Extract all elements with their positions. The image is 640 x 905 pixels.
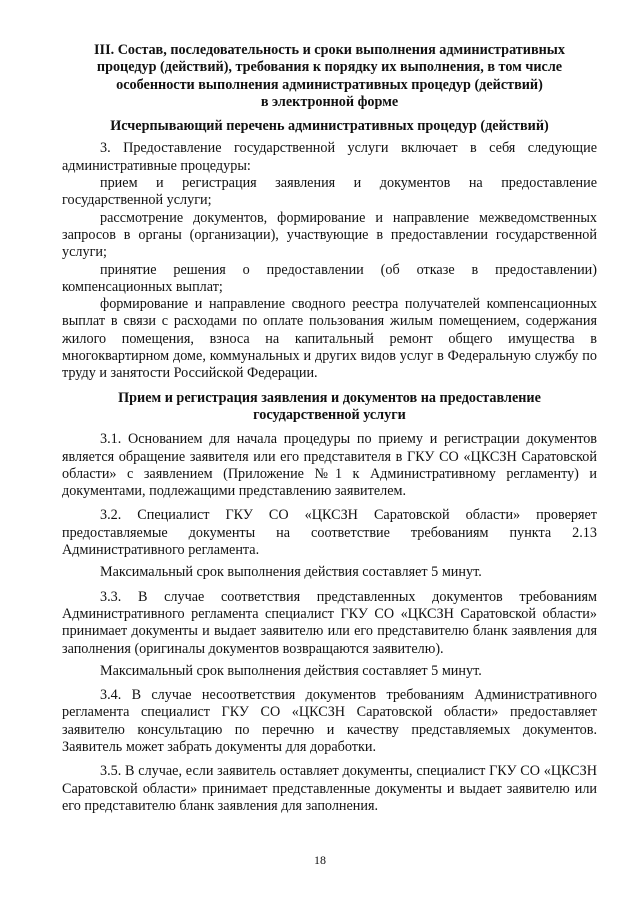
paragraph-3-5: 3.5. В случае, если заявитель оставляет документы, специалист ГКУ СО «ЦКСЗН Саратовской области» принимает представленные документы и выдает заявителю или его представителю бланк заявления для заполнения. — [62, 763, 597, 814]
list-item: прием и регистрация заявления и документов на предоставление государственной услуги; — [62, 175, 597, 209]
procedure-list — [62, 140, 597, 382]
reception-heading-line: Прием и регистрация заявления и документов на предоставление — [118, 389, 541, 406]
paragraph-3-2: 3.2. Специалист ГКУ СО «ЦКСЗН Саратовской области» проверяет предоставляемые документы на соответствие требованиям пункта 2.13 Административного регламента. — [62, 507, 597, 559]
section-title-line: процедур (действий), требования к порядку их выполнения, в том числе — [96, 59, 563, 76]
list-heading: Исчерпывающий перечень административных процедур (действий) — [110, 118, 549, 135]
page-number: 18 — [314, 853, 326, 867]
list-item: рассмотрение документов, формирование и направление межведомственных запросов в органы (организации), участвующие в предоставлении государственной услуги; — [62, 209, 597, 261]
section-title — [62, 42, 597, 111]
paragraph-3-4: 3.4. В случае несоответствия документов требованиям Административного регламента специалист ГКУ СО «ЦКСЗН Саратовской области» предоставляет заявителю консультацию по перечню и качеству представляемых документов. Заявитель может забрать документы для доработки. — [62, 687, 597, 755]
list-item: формирование и направление сводного реестра получателей компенсационных выплат в связи с расходами по оплате пользования жилым помещением, содержания жилого помещения, взноса на капитальный ремонт общего имущества в многоквартирном доме, коммунальных и других видов услуг в Федеральную службу по труду и занятости Российской Федерации. — [62, 296, 597, 382]
paragraph: 3. Предоставление государственной услуги включает в себя следующие административные процедуры: — [62, 140, 597, 174]
section-title-line: III. Состав, последовательность и сроки выполнения административных — [94, 42, 565, 58]
reception-heading-line: государственной услуги — [253, 406, 406, 423]
paragraph-time-limit: Максимальный срок выполнения действия составляет 5 минут. — [100, 662, 482, 679]
reception-heading — [62, 390, 597, 425]
paragraph-3-1: 3.1. Основанием для начала процедуры по приему и регистрации документов является обращение заявителя или его представителя в ГКУ СО «ЦКСЗН Саратовской области» с заявлением (Приложение №1 к Административному регламенту) и документами, подлежащими представлению заявителем. — [62, 431, 597, 500]
list-item: принятие решения о предоставлении (об отказе в предоставлении) компенсационных выплат; — [62, 261, 597, 295]
paragraph-time-limit: Максимальный срок выполнения действия составляет 5 минут. — [100, 564, 482, 581]
section-title-line: в электронной форме — [260, 93, 399, 110]
section-title-line: особенности выполнения административных процедур (действий) — [116, 76, 543, 93]
paragraph-3-3: 3.3. В случае соответствия представленных документов требованиям Административного регламента специалист ГКУ СО «ЦКСЗН Саратовской области» принимает документы и выдает заявителю или его представителю бланк заявления для заполнения (оригиналы документов возвращаются заявителю). — [62, 588, 597, 657]
document-page — [62, 42, 597, 815]
